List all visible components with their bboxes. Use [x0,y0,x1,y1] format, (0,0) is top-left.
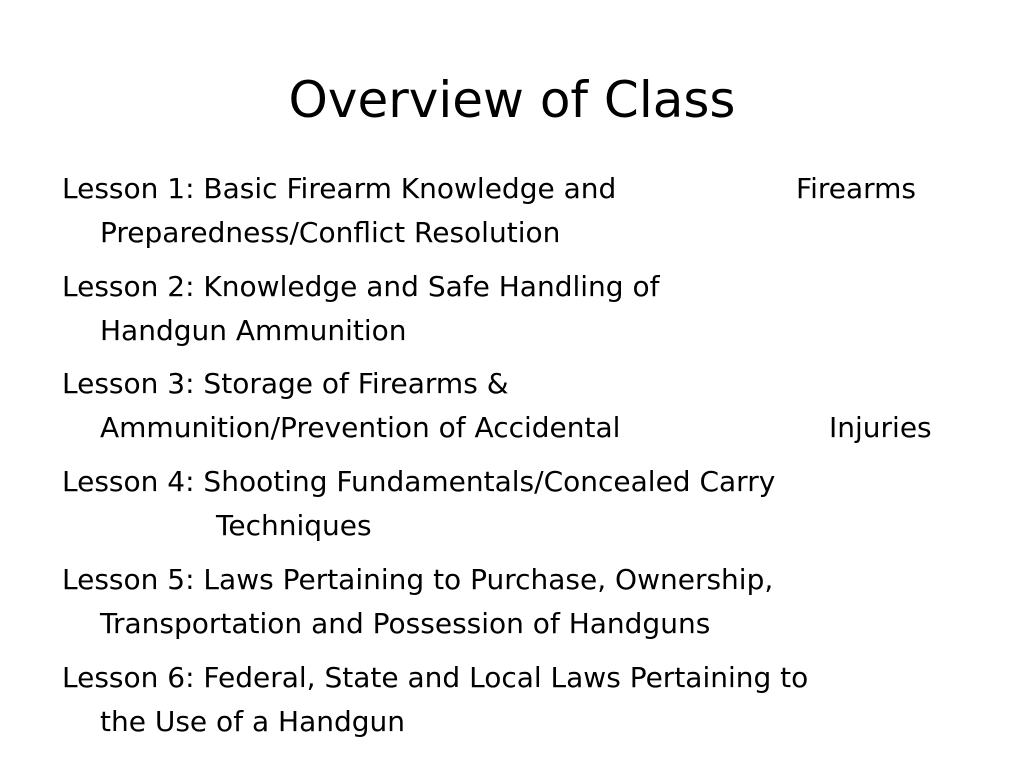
slide-title: Overview of Class [288,71,736,129]
lesson-6-line-1: Lesson 6: Federal, State and Local Laws Pertaining to [62,661,809,694]
lesson-5-line-2: Transportation and Possession of Handguns [100,607,711,640]
lesson-1-line-1-tail: Firearms [796,172,917,205]
lesson-2-line-1: Lesson 2: Knowledge and Safe Handling of [62,270,660,303]
lesson-3-line-2: Ammunition/Prevention of Accidental [100,411,621,444]
lesson-3-line-1: Lesson 3: Storage of Firearms & [62,367,509,400]
lesson-1-line-2: Preparedness/Conflict Resolution [100,216,561,249]
lesson-4-line-2: Techniques [216,509,372,542]
lesson-6-line-2: the Use of a Handgun [100,705,406,738]
lesson-5-line-1: Lesson 5: Laws Pertaining to Purchase, Ownership, [62,563,774,596]
lesson-1-line-1: Lesson 1: Basic Firearm Knowledge and [62,172,617,205]
lesson-4-line-1: Lesson 4: Shooting Fundamentals/Concealed Carry [62,465,776,498]
lesson-2-line-2: Handgun Ammunition [100,314,407,347]
lesson-3-line-2-tail: Injuries [829,411,932,444]
